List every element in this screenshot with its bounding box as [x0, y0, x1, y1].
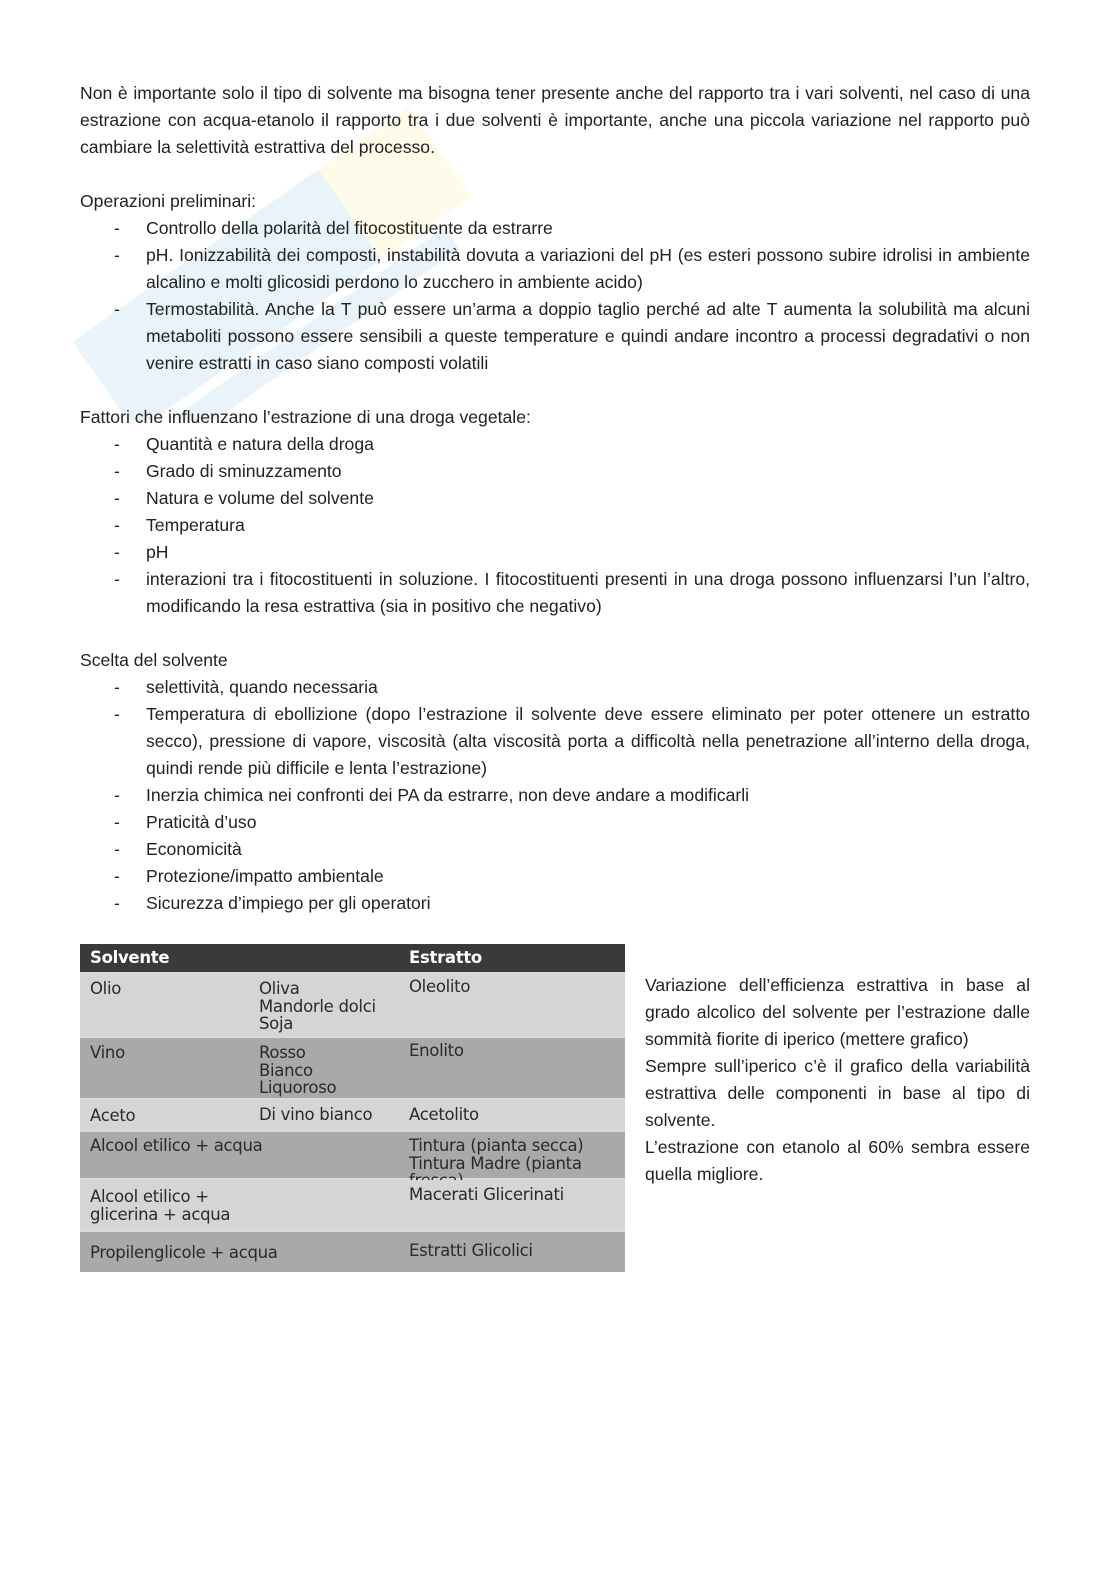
intro-paragraph: Non è importante solo il tipo di solvente ma bisogna tener presente anche del rapporto tra i vari solventi, nel caso di una estrazione con acqua-etanolo il rapporto tra i due solventi è importante, anche una piccola variazione nel rapporto può cambiare la selettività estrattiva del processo.: [80, 83, 1030, 157]
section-heading: Scelta del solvente: [80, 650, 228, 670]
list-item: - Protezione/impatto ambientale: [114, 866, 384, 886]
table-row: Propilenglicole + acqua Estratti Glicolici: [80, 1232, 625, 1272]
list-item: - Sicurezza d’impiego per gli operatori: [114, 893, 431, 913]
list-item: - Inerzia chimica nei confronti dei PA da estrarre, non deve andare a modificarli: [114, 785, 750, 805]
section-factors: [80, 404, 1030, 620]
bullet-list: [80, 431, 1030, 620]
bullet-list: [80, 215, 1030, 377]
list-item: - Economicità: [114, 839, 242, 859]
side-notes: [645, 972, 1030, 1188]
table-row: Alcool etilico + acqua Tintura (pianta secca) Tintura Madre (pianta: [80, 1132, 625, 1178]
list-item: - interazioni tra i fitocostituenti in soluzione. I fitocostituenti presenti in una droga possono influenzarsi l’un l’altro, modificando la resa estrattiva (sia in positivo che negativo): [114, 569, 1030, 616]
list-item: - Natura e volume del solvente: [114, 488, 374, 508]
table-row: Aceto Di vino bianco Acetolito: [80, 1100, 625, 1130]
section-heading: Fattori che influenzano l’estrazione di una droga vegetale:: [80, 407, 531, 427]
list-item: - Temperatura di ebollizione (dopo l’estrazione il solvente deve essere eliminato per poter ottenere un estratto secco), pressione di vapore, viscosità (alta viscosità porta a difficoltà nella penetrazione all’interno della droga, quindi rende più difficile e lenta l’estrazione): [114, 704, 1030, 778]
bullet-list: [80, 674, 1030, 917]
main-content: [80, 80, 1030, 917]
list-item: - pH: [114, 542, 169, 562]
table-row: Alcool etilico + glicerina + acqua Macerati Glicerinati: [80, 1180, 625, 1228]
table-header-extract: Estratto: [409, 948, 482, 967]
list-item: - Grado di sminuzzamento: [114, 461, 342, 481]
section-solvent-choice: [80, 647, 1030, 917]
list-item: - selettività, quando necessaria: [114, 677, 378, 697]
table-row: Olio Oliva Mandorle dolci Soja Oleolito: [80, 974, 625, 1036]
table-header-row: [80, 944, 625, 972]
solvent-extract-table: [80, 944, 625, 1272]
side-note: Variazione dell’efficienza estrattiva in base al grado alcolico del solvente per l’estrazione dalle sommità fiorite di iperico (mettere grafico): [645, 975, 1030, 1049]
table-row: Vino Rosso Bianco Liquoroso Enolito: [80, 1038, 625, 1098]
list-item: - Praticità d’uso: [114, 812, 257, 832]
bottom-section: [80, 944, 1030, 1274]
side-note: Sempre sull’iperico c’è il grafico della variabilità estrattiva delle componenti in base al tipo di solvente.: [645, 1056, 1030, 1130]
table-header-solvent: Solvente: [90, 948, 170, 967]
list-item: - Quantità e natura della droga: [114, 434, 374, 454]
list-item: - Controllo della polarità del fitocostituente da estrarre: [114, 218, 553, 238]
list-item: - Temperatura: [114, 515, 245, 535]
list-item: - pH. Ionizzabilità dei composti, instabilità dovuta a variazioni del pH (es esteri possono subire idrolisi in ambiente alcalino e molti glicosidi perdono lo zucchero in ambiente acido): [114, 245, 1030, 292]
section-preliminary: [80, 188, 1030, 377]
side-note: L’estrazione con etanolo al 60% sembra essere quella migliore.: [645, 1137, 1030, 1184]
list-item: - Termostabilità. Anche la T può essere un’arma a doppio taglio perché ad alte T aumenta la solubilità ma alcuni metaboliti possono essere sensibili a queste temperature e quindi andare incontro a processi degradativi o non venire estratti in caso siano composti volatili: [114, 299, 1030, 373]
section-heading: Operazioni preliminari:: [80, 191, 257, 211]
